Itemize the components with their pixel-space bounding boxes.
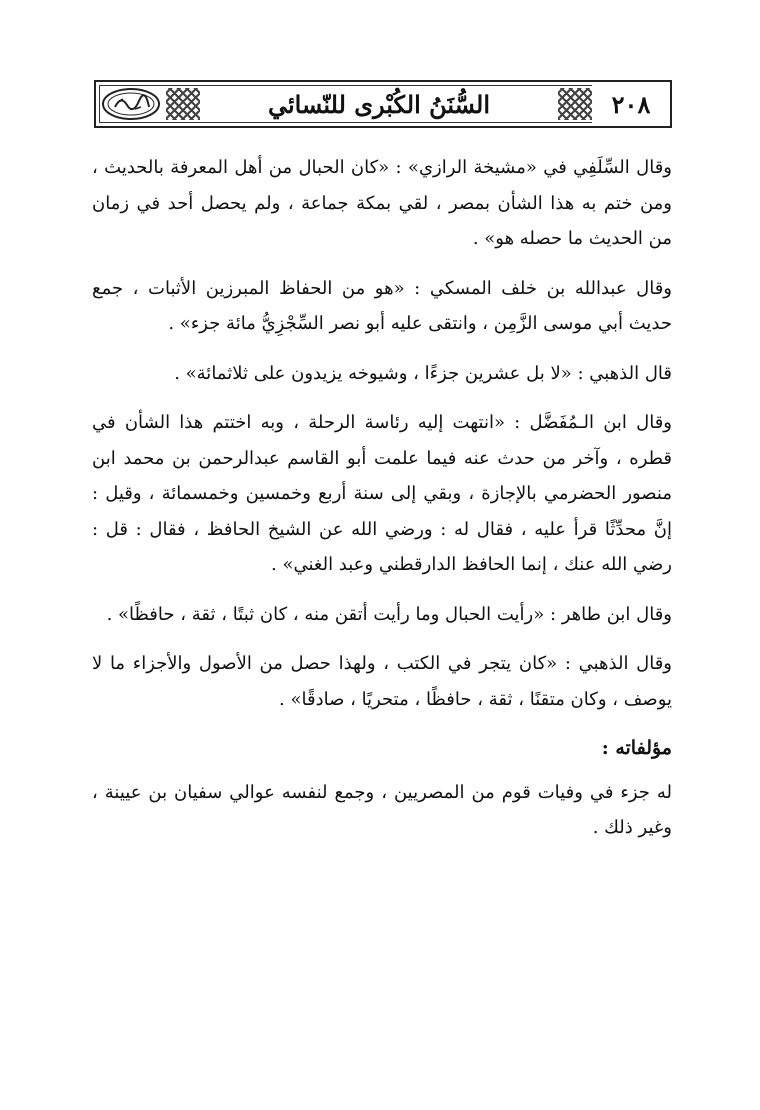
right-ornament-icon: [558, 88, 592, 120]
running-title: السُّنَنُ الكُبْرى للنّسائي: [267, 89, 491, 119]
section-text: له جزء في وفيات قوم من المصريين ، وجمع لنفسه عوالي سفيان بن عيينة ، وغير ذلك .: [92, 781, 672, 838]
left-ornament-icon: [166, 88, 200, 120]
paragraph-1: وقال السِّلَفِي في «مشيخة الرازي» : «كان الحبال من أهل المعرفة بالحديث ، ومن ختم به هذا الشأن بمصر ، لقي بمكة جماعة ، ولم يحصل أحد في زمان من الحديث ما حصله هو» .: [92, 157, 673, 249]
paragraph-2: وقال عبدالله بن خلف المسكي : «هو من الحفاظ المبرزين الأثبات ، جمع حديث أبي موسى الزَّمِن ، وانتقى عليه أبو نصر السِّجْزِيُّ مائة جزء» .: [92, 277, 672, 334]
section-heading: مؤلفاته :: [601, 737, 672, 759]
page-header: [94, 80, 672, 128]
calligraphy-emblem-icon: [96, 82, 166, 126]
emblem-oval-icon: [101, 87, 161, 121]
paragraph-4: وقال ابن الـمُفَضَّل : «انتهت إليه رئاسة الرحلة ، وبه اختتم هذا الشأن في قطره ، وآخر من حدث عنه فيما علمت أبو القاسم عبدالرحمن بن محمد ابن منصور الحضرمي بالإجازة ، وبقي إلى سنة أربع وخمسين وخمسمائة ، وقيل : إنَّ محدِّثًا قرأ عليه ، فقال له : ورضي الله عن الشيخ الحافظ ، فقال : قل : رضي الله عنك ، إنما الحافظ الدارقطني وعبد الغني» .: [92, 412, 672, 575]
paragraph-5: وقال ابن طاهر : «رأيت الحبال وما رأيت أتقن منه ، كان ثبتًا ، ثقة ، حافظًا» .: [106, 603, 672, 625]
page-number: ٢٠٨: [592, 82, 670, 126]
paragraph-6: وقال الذهبي : «كان يتجر في الكتب ، ولهذا حصل من الأصول والأجزاء ما لا يوصف ، وكان متقنًا ، ثقة ، حافظًا ، متحريًا ، صادقًا» .: [92, 653, 672, 710]
page-body: [92, 150, 672, 846]
paragraph-3: قال الذهبي : «لا بل عشرين جزءًا ، وشيوخه يزيدون على ثلاثمائة» .: [174, 362, 672, 384]
